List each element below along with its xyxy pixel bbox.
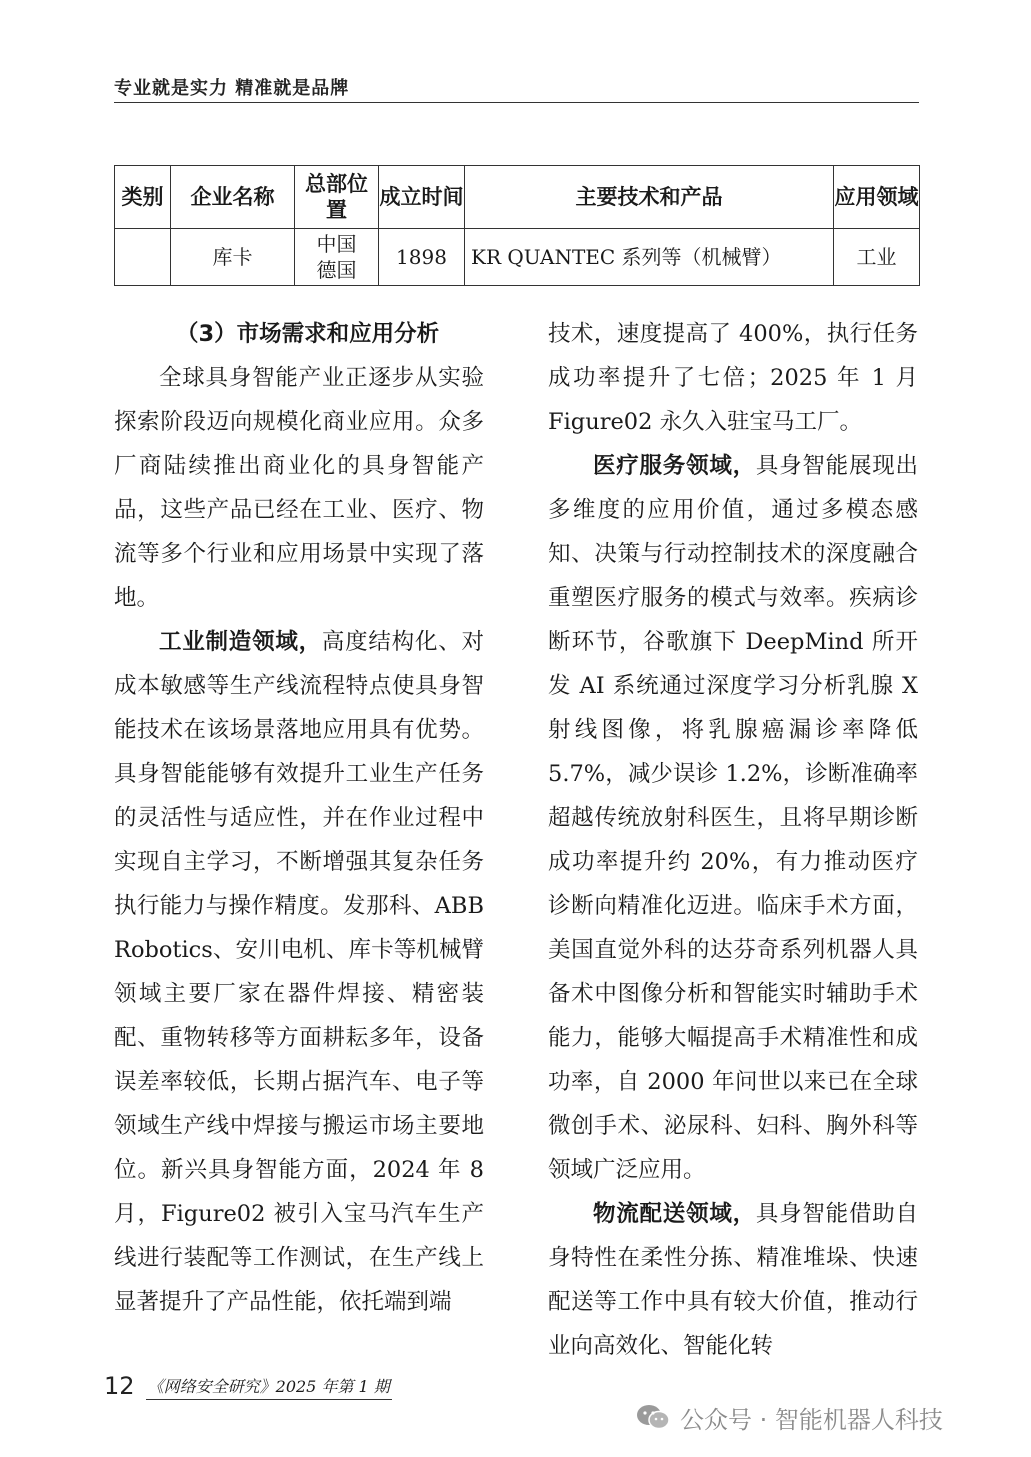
logistics-body: 具身智能借助自身特性在柔性分拣、精准堆垛、快速配送等工作中具有较大价值，推动行业向高效化、智能化转: [548, 1201, 918, 1359]
cell-products: KR QUANTEC 系列等（机械臂）: [465, 229, 834, 286]
medical-paragraph: [548, 444, 918, 1192]
col-header-field: 应用领域: [834, 166, 920, 229]
wechat-icon: [636, 1404, 670, 1430]
cell-company: 库卡: [171, 229, 295, 286]
col-header-company: 企业名称: [171, 166, 295, 229]
col-header-founded: 成立时间: [379, 166, 465, 229]
company-table: [114, 165, 920, 286]
table-row: [115, 229, 920, 286]
page-header: [114, 74, 919, 103]
medical-body: 具身智能展现出多维度的应用价值，通过多模态感知、决策与行动控制技术的深度融合重塑医疗服务的模式与效率。疾病诊断环节，谷歌旗下 DeepMind 所开发 AI 系统通过深度学习分析乳腺 X 射线图像，将乳腺癌漏诊率降低 5.7%，减少误诊 1.2%，诊断准确率超越传统放射科医生，且将早期诊断成功率提升约 20%，有力推动医疗诊断向精准化迈进。临床手术方面，美国直觉外科的达芬奇系列机器人具备术中图像分析和智能实时辅助手术能力，能够大幅提高手术精准性和成功率，自 2000 年问世以来已在全球微创手术、泌尿科、妇科、胸外科等领域广泛应用。: [548, 453, 918, 1183]
page-number: 12: [104, 1372, 135, 1400]
industrial-lead: 工业制造领域，: [159, 629, 322, 655]
col-header-category: 类别: [115, 166, 171, 229]
col-header-hq: 总部位置: [295, 166, 379, 229]
industrial-paragraph: [114, 620, 484, 1324]
journal-name: 《网络安全研究》2025 年第 1 期: [146, 1374, 392, 1400]
section-subtitle: （3）市场需求和应用分析: [176, 321, 440, 347]
logistics-lead: 物流配送领域，: [593, 1201, 756, 1227]
watermark: [636, 1400, 943, 1434]
cell-field: 工业: [834, 229, 920, 286]
cell-founded: 1898: [379, 229, 465, 286]
industrial-body: 高度结构化、对成本敏感等生产线流程特点使具身智能技术在该场景落地应用具有优势。具身智能能够有效提升工业生产任务的灵活性与适应性，并在作业过程中实现自主学习，不断增强其复杂任务执行能力与操作精度。发那科、ABB Robotics、安川电机、库卡等机械臂领域主要厂家在器件焊接、精密装配、重物转移等方面耕耘多年，设备误差率较低，长期占据汽车、电子等领域生产线中焊接与搬运市场主要地位。新兴具身智能方面，2024 年 8 月，Figure02 被引入宝马汽车生产线进行装配等工作测试，在生产线上显著提升了产品性能，依托端到端: [114, 629, 484, 1315]
page-footer: [104, 1372, 392, 1404]
cell-category: [115, 229, 171, 286]
logistics-paragraph: [548, 1192, 918, 1368]
continued-paragraph: 技术，速度提高了 400%，执行任务成功率提升了七倍；2025 年 1 月 Figure02 永久入驻宝马工厂。: [548, 321, 918, 435]
watermark-text: 公众号 · 智能机器人科技: [680, 1405, 943, 1434]
table-header-row: [115, 166, 920, 229]
col-header-products: 主要技术和产品: [465, 166, 834, 229]
left-column: [114, 312, 484, 1324]
cell-hq: 中国德国: [295, 229, 379, 286]
right-column: [548, 312, 918, 1368]
medical-lead: 医疗服务领域，: [593, 453, 756, 479]
intro-paragraph: 全球具身智能产业正逐步从实验探索阶段迈向规模化商业应用。众多厂商陆续推出商业化的具身智能产品，这些产品已经在工业、医疗、物流等多个行业和应用场景中实现了落地。: [114, 365, 484, 611]
header-slogan: 专业就是实力 精准就是品牌: [114, 78, 350, 99]
